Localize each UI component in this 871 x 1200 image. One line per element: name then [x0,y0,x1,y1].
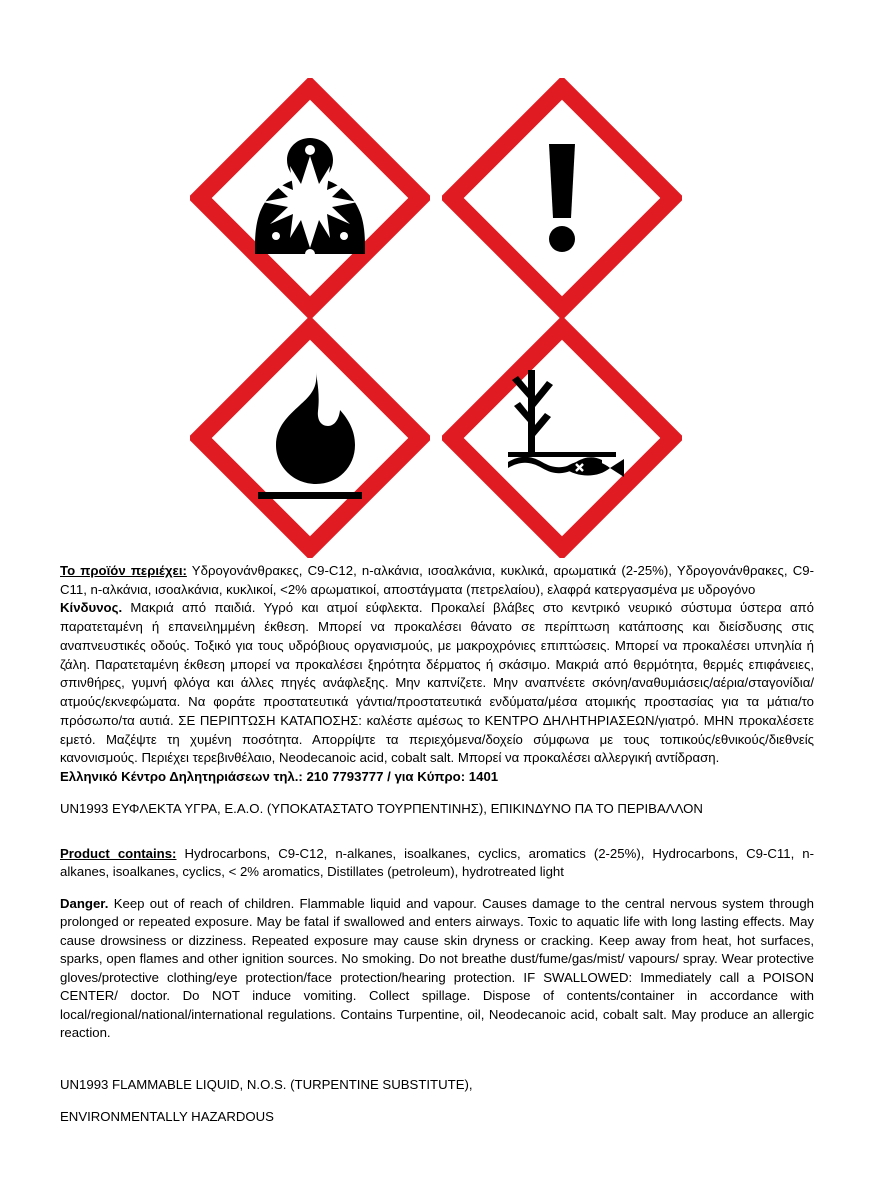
label-text-content [60,562,814,1139]
greek-contains-paragraph [60,562,814,599]
ghs09-environment-icon [442,318,682,558]
ghs02-flame-icon [190,318,430,558]
greek-statements-text: Μακριά από παιδιά. Υγρό και ατμοί εύφλεκτα. Προκαλεί βλάβες στο κεντρικό νευρικό σύστυμα ύστερα από παρατεταμένη ή επανειλημμένη έκθεση. Μπορεί να προκαλέσει θάνατο σε περίπτωση κατάποσης και διείσδυσης στις αναπνευστικές οδούς. Τοξικό για τους υδρόβιους οργανισμούς, με μακροχρόνιες επιπτώσεις. Μπορεί να προκαλέσει υπνηλία ή ζάλη. Παρατεταμένη έκθεση μπορεί να προκαλέσει ξηρότητα δέρματος ή σκάσιμο. Μακριά από θερμότητα, θερμές επιφάνειες, σπινθήρες, γυμνή φλόγα και άλλες πηγές ανάφλεξης. Μην καπνίζετε. Μην αναπνέετε σκόνη/αναθυμιάσεις/αέρια/σταγονίδια/ατμούς/εκνεφώματα. Να φοράτε προστατευτικά γάντια/προστατευτικά ενδύματα/μέσα ατομικής προστασίας για τα μάτια/το πρόσωπο/τα αυτιά. ΣΕ ΠΕΡΙΠΤΩΣΗ ΚΑΤΑΠΟΣΗΣ: καλέστε αμέσως το ΚΕΝΤΡΟ ΔΗΛΗΤΗΡΙΑΣΕΩΝ/γιατρό. ΜΗΝ προκαλέσετε εμετό. Μαζέψτε τη χυμένη ποσότητα. Απορρίψτε τα περιεχόμενα/δοχείο σύμφωνα με τους τοπικούς/εθνικούς/διεθνείς κανονισμούς. Περιέχει τερεβινθέλαιο, Neodecanoic acid, cobalt salt. Μπορεί να προκαλέσει αλλεργική αντίδραση. [60,600,814,766]
english-contains-label: Product contains: [60,845,177,861]
greek-un-transport-line: UN1993 ΕΥΦΛΕΚΤΑ ΥΓΡΑ, Ε.Α.Ο. (ΥΠΟΚΑΤΑΣΤΑΤΟ ΤΟΥΡΠΕΝΤΙΝΗΣ), ΕΠΙΚΙΝΔΥΝΟ ΠΑ ΤΟ ΠΕΡΙΒΑΛΛΟΝ [60,800,703,816]
greek-contains-label: Το προϊόν περιέχει: [60,563,187,578]
english-statements-paragraph [60,895,814,1043]
ghs07-exclamation-mark-icon [442,78,682,318]
ghs-pictogram-group [0,78,871,558]
greek-signal-word: Κίνδυνος. [60,600,123,616]
english-contains-text: Hydrocarbons, C9-C12, n-alkanes, isoalkanes, cyclics, aromatics (2-25%), Hydrocarbons, C9-C11, n-alkanes, isoalkanes, cyclics, < 2% aromatics, Distillates (petroleum), hydrotreated light [60,845,814,880]
greek-poison-centre: Ελληνικό Κέντρο Δηλητηριάσεων τηλ.: 210 7793777 / για Κύπρο: 1401 [60,769,499,785]
english-signal-word: Danger. [60,895,109,911]
english-contains-paragraph [60,845,814,882]
english-un-transport-line-1: UN1993 FLAMMABLE LIQUID, N.O.S. (TURPENTINE SUBSTITUTE), [60,1077,473,1093]
pictogram-row-top [0,78,871,318]
english-statements-text: Keep out of reach of children. Flammable liquid and vapour. Causes damage to the central nervous system through prolonged or repeated exposure. May be fatal if swallowed and enters airways. Toxic to aquatic life with long lasting effects. May cause drowsiness or dizziness. Repeated exposure may cause skin dryness or cracking. Keep away from heat, hot surfaces, sparks, open flames and other ignition sources. No smoking. Do not breathe dust/fume/gas/mist/ vapours/ spray. Wear protective gloves/protective clothing/eye protection/face protection/hearing protection. IF SWALLOWED: Immediately call a POISON CENTER/ doctor. Do NOT induce vomiting. Collect spillage. Dispose of contents/container in accordance with local/regional/national/international regulations. Contains Turpentine, oil, Neodecanoic acid, cobalt salt. May produce an allergic reaction. [60,895,814,1041]
greek-contains-text: Υδρογονάνθρακες, C9-C12, n-αλκάνια, ισοαλκάνια, κυκλικά, αρωματικά (2-25%), Υδρογονάνθρακες, C9-C11, n-αλκάνια, ισοαλκάνια, κυκλικοί, <2% αρωματικοί, αποστάγματα (πετρελαίου), ελαφρά κατεργασμένα με υδρογόνο [60,563,814,597]
ghs08-health-hazard-icon [190,78,430,318]
english-un-transport-line-2: ENVIRONMENTALLY HAZARDOUS [60,1108,274,1124]
pictogram-row-bottom [0,318,871,558]
greek-statements-paragraph [60,599,814,768]
